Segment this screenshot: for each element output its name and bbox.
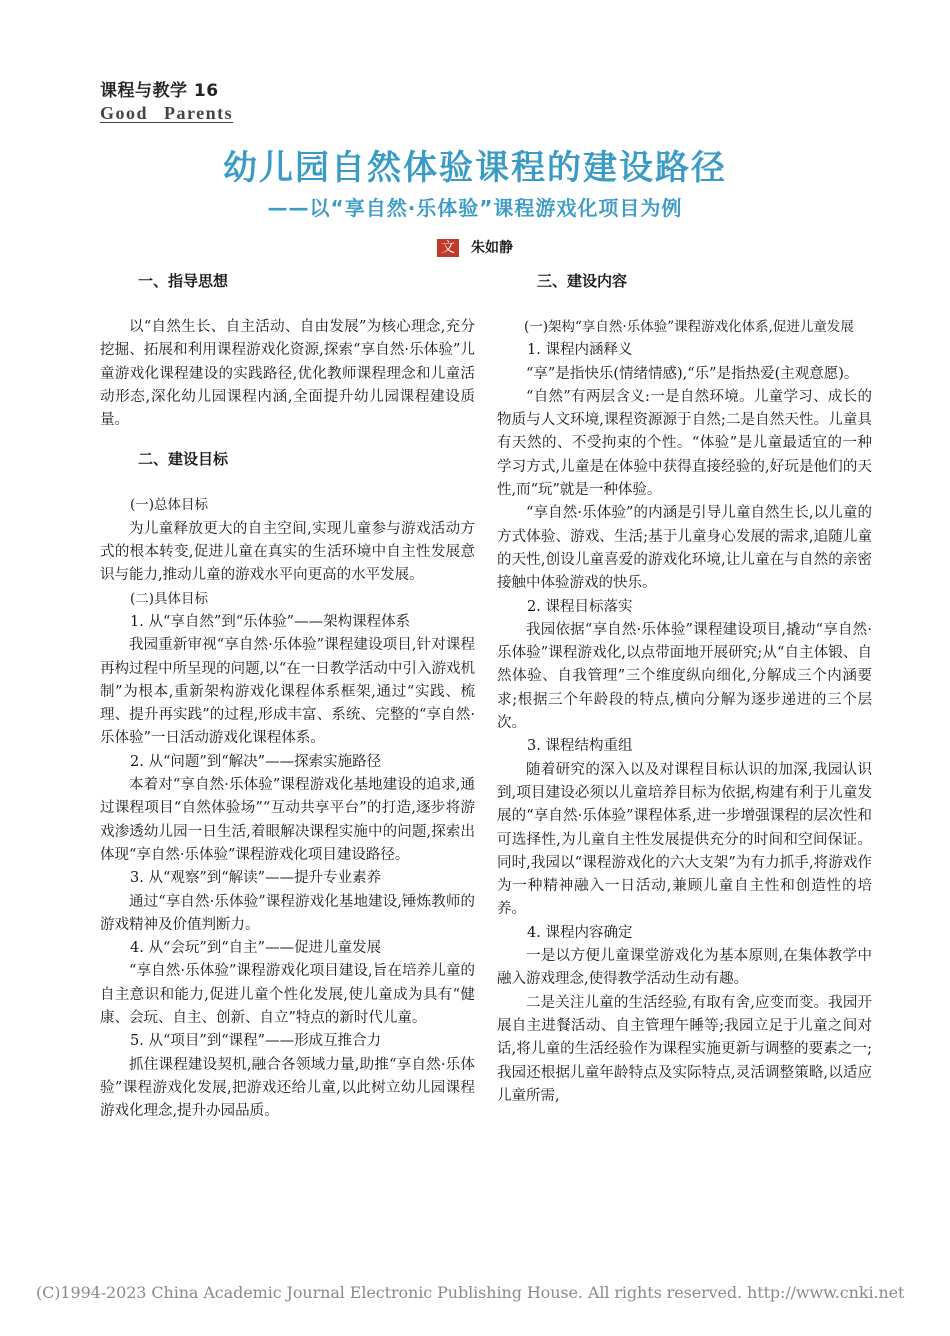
section-header: 课程与教学 16 — [100, 81, 219, 101]
item-heading: 4. 课程内容确定 — [527, 924, 633, 941]
heading-content: 三、建设内容 — [537, 272, 628, 290]
heading-guiding-ideology: 一、指导思想 — [138, 272, 229, 290]
subheading-overall-goal: (一)总体目标 — [130, 497, 209, 514]
paragraph: 随着研究的深入以及对课程目标认识的加深,我园认识到,项目建设必须以儿童培养目标为依据,构建有利于儿童发展的“享自然·乐体验”课程体系,进一步增强课程的层次性和可选择性,为儿童自主性发展提供充分的时间和空间保证。同时,我园以“课程游戏化的六大支架”为有力抓手,将游戏作为一种精神融入一日活动,兼顾儿童自主性和创造性的培养。 — [497, 761, 872, 918]
paragraph: 本着对“享自然·乐体验”课程游戏化基地建设的追求,通过课程项目“自然体验场”“互动共享平台”的打造,逐步将游戏渗透幼儿园一日生活,着眼解决课程实施中的问题,探索出体现“享自然·乐体验”课程游戏化项目建设路径。 — [100, 777, 475, 863]
paragraph: “自然”有两层含义:一是自然环境。儿童学习、成长的物质与人文环境,课程资源源于自然;二是自然天性。儿童具有天然的、不受拘束的个性。“体验”是儿童最适宜的一种学习方式,儿童是在体验中获得直接经验的,好玩是他们的天性,而“玩”就是一种体验。 — [497, 388, 872, 499]
item-heading: 5. 从“项目”到“课程”——形成互推合力 — [130, 1033, 382, 1050]
paragraph: 我园重新审视“享自然·乐体验”课程建设项目,针对课程再构过程中所呈现的问题,以“在一日教学活动中引入游戏机制”为根本,重新架构游戏化课程体系框架,通过“实践、梳理、提升再实践”的过程,形成丰富、系统、完整的“享自然·乐体验”一日活动游戏化课程体系。 — [100, 637, 475, 747]
paragraph: “享自然·乐体验”的内涵是引导儿童自然生长,以儿童的方式体验、游戏、生活;基于儿童身心发展的需求,追随儿童的天性,创设儿童喜爱的游戏化环境,让儿童在与自然的亲密接触中体验游戏的快乐。 — [497, 505, 872, 592]
paragraph: 一是以方便儿童课堂游戏化为基本原则,在集体教学中融入游戏理念,使得教学活动生动有趣。 — [497, 948, 872, 988]
copyright-footer: (C)1994-2023 China Academic Journal Electronic Publishing House. All rights reserved. http://www.cnki.net — [36, 1283, 905, 1302]
paragraph: 二是关注儿童的生活经验,有取有舍,应变而变。我园开展自主进餐活动、自主管理午睡等;我园立足于儿童之间对话,将儿童的生活经验作为课程实施更新与调整的要素之一;我园还根据儿童年龄特点及实际特点,灵活调整策略,以适应儿童所需, — [497, 994, 872, 1104]
paragraph: “享”是指快乐(情绪情感),“乐”是指热爱(主观意愿)。 — [526, 365, 859, 382]
item-heading: 1. 课程内涵释义 — [527, 342, 633, 359]
byline-tag: 文 — [437, 239, 459, 257]
paragraph: 为儿童释放更大的自主空间,实现儿童参与游戏活动方式的根本转变,促进儿童在真实的生活环境中自主性发展意识与能力,推动儿童的游戏水平向更高的水平发展。 — [100, 520, 475, 584]
magazine-brand: Good Parents — [100, 103, 234, 123]
item-heading: 2. 课程目标落实 — [527, 598, 633, 615]
byline — [0, 237, 950, 257]
paragraph: 通过“享自然·乐体验”课程游戏化基地建设,锤炼教师的游戏精神及价值判断力。 — [100, 893, 475, 933]
right-column — [497, 268, 872, 1108]
subheading-framework: (一)架构“享自然·乐体验”课程游戏化体系,促进儿童发展 — [524, 319, 854, 335]
item-heading: 3. 从“观察”到“解读”——提升专业素养 — [130, 870, 382, 887]
item-heading: 4. 从“会玩”到“自主”——促进儿童发展 — [130, 940, 382, 957]
article-title: 幼儿园自然体验课程的建设路径 — [223, 148, 727, 188]
item-heading: 2. 从“问题”到“解决”——探索实施路径 — [130, 753, 382, 770]
paragraph: “享自然·乐体验”课程游戏化项目建设,旨在培养儿童的自主意识和能力,促进儿童个性化发展,使儿童成为具有“健康、会玩、自主、创新、自立”特点的新时代儿童。 — [100, 963, 475, 1027]
author-name: 朱如静 — [471, 240, 513, 256]
heading-goals: 二、建设目标 — [138, 450, 229, 469]
article-subtitle: ——以“享自然·乐体验”课程游戏化项目为例 — [267, 196, 683, 220]
paragraph: 抓住课程建设契机,融合各领域力量,助推“享自然·乐体验”课程游戏化发展,把游戏还给儿童,以此树立幼儿园课程游戏化理念,提升办园品质。 — [100, 1056, 475, 1120]
subheading-specific-goals: (二)具体目标 — [130, 590, 209, 607]
item-heading: 3. 课程结构重组 — [527, 738, 633, 755]
paragraph: 我园依据“享自然·乐体验”课程建设项目,撬动“享自然·乐体验”课程游戏化,以点带面地开展研究;从“自主体锻、自然体验、自我管理”三个维度纵向细化,分解成三个内涵要求;根据三个年龄段的特点,横向分解为逐步递进的三个层次。 — [497, 621, 872, 732]
left-column — [100, 268, 475, 1124]
item-heading: 1. 从“享自然”到“乐体验”——架构课程体系 — [130, 613, 411, 630]
paragraph: 以“自然生长、自主活动、自由发展”为核心理念,充分挖掘、拓展和利用课程游戏化资源,探索“享自然·乐体验”儿童游戏化课程建设的实践路径,优化教师课程理念和儿童活动形态,深化幼儿园课程内涵,全面提升幼儿园课程建设质量。 — [100, 319, 475, 429]
